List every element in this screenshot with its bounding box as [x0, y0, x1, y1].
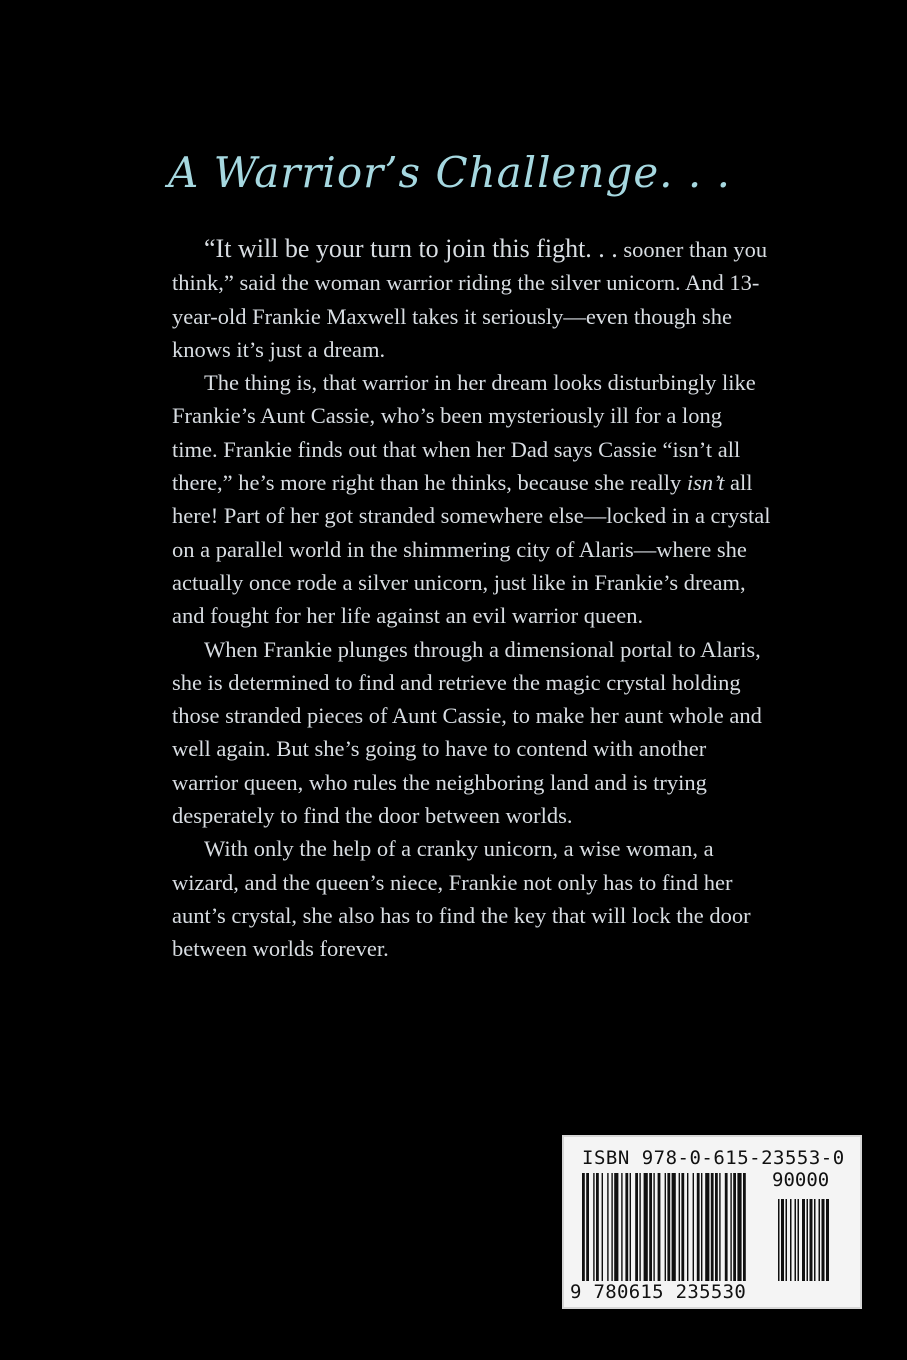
barcode-bar: [607, 1173, 608, 1281]
barcode-bar: [725, 1173, 728, 1281]
blurb: [172, 232, 772, 966]
addon-bar: [826, 1199, 829, 1281]
opening-quote-line: “It will be your turn to join this fight. . .: [204, 234, 618, 263]
barcode-bar: [679, 1173, 680, 1281]
barcode-bar: [639, 1173, 640, 1281]
barcode-bar: [743, 1173, 746, 1281]
cover-title: A Warrior’s Challenge. . .: [168, 148, 731, 197]
addon-bar: [790, 1199, 792, 1281]
barcode-bar: [733, 1173, 736, 1281]
addon-bar: [810, 1199, 813, 1281]
addon-bar: [778, 1199, 780, 1281]
barcode-bar: [667, 1173, 670, 1281]
barcode-bar: [697, 1173, 700, 1281]
barcode-bar: [602, 1173, 603, 1281]
barcode-bar: [621, 1173, 622, 1281]
addon-bar: [781, 1199, 784, 1281]
price-addon-code: 90000: [772, 1169, 830, 1191]
barcode-bar: [687, 1173, 688, 1281]
blurb-paragraph-1: [172, 232, 772, 366]
barcode-bar: [582, 1173, 585, 1281]
paragraph-2-text-b: all here! Part of her got stranded somewhere else—locked in a crystal on a parallel world in the shimmering city of Alaris—where she actually once rode a silver unicorn, just like in Frankie’s dream, and fought for her life against an evil warrior queen.: [172, 470, 771, 629]
barcode-bar: [715, 1173, 718, 1281]
barcode-bar: [593, 1173, 594, 1281]
barcode-digits: 9 780615 235530: [570, 1281, 747, 1303]
barcode-bar: [596, 1173, 599, 1281]
barcode-bar: [644, 1173, 648, 1281]
barcode-bar: [649, 1173, 652, 1281]
isbn-label: ISBN 978-0-615-23553-0: [582, 1147, 845, 1169]
barcode-bars: [582, 1173, 848, 1283]
paragraph-1-text: sooner than you think,” said the woman warrior riding the silver unicorn. And 13-year-old Frankie Maxwell takes it seriously—even though she knows it’s just a dream.: [172, 237, 768, 362]
addon-bar: [822, 1199, 825, 1281]
barcode-bar: [701, 1173, 702, 1281]
barcode-bar: [635, 1173, 638, 1281]
paragraph-2-emphasis: isn’t: [686, 470, 725, 496]
barcode-bar: [705, 1173, 709, 1281]
barcode-bar: [681, 1173, 684, 1281]
addon-bar: [798, 1199, 800, 1281]
barcode-bar: [658, 1173, 661, 1281]
barcode-bar: [730, 1173, 731, 1281]
barcode-bar: [611, 1173, 612, 1281]
paragraph-2-text-a: The thing is, that warrior in her dream looks disturbingly like Frankie’s Aunt Cassie, who’s been mysteriously ill for a long time. Frankie finds out that when her Dad says Cassie “isn’t all there,” he’s more right than he thinks, because she really: [172, 370, 756, 496]
barcode-bar: [719, 1173, 720, 1281]
addon-bar: [795, 1199, 797, 1281]
barcode-bar: [586, 1173, 589, 1281]
barcode-bar: [672, 1173, 676, 1281]
isbn-barcode: [562, 1135, 862, 1309]
blurb-paragraph-2: [172, 366, 772, 632]
addon-bar: [807, 1199, 809, 1281]
blurb-paragraph-4: With only the help of a cranky unicorn, a wise woman, a wizard, and the queen’s niece, Frankie not only has to find her aunt’s crystal, she also has to find the key that will lock the door between worlds forever.: [172, 836, 751, 962]
addon-bar: [786, 1199, 788, 1281]
blurb-paragraph-3: When Frankie plunges through a dimensional portal to Alaris, she is determined to find and retrieve the magic crystal holding those stranded pieces of Aunt Cassie, to make her aunt whole and well again. But she’s going to have to contend with another warrior queen, who rules the neighboring land and is trying desperately to find the door between worlds.: [172, 636, 762, 829]
addon-bar: [819, 1199, 821, 1281]
barcode-bar: [653, 1173, 654, 1281]
barcode-bar: [665, 1173, 666, 1281]
barcode-bar: [614, 1173, 618, 1281]
barcode-bar: [625, 1173, 628, 1281]
barcode-bar: [693, 1173, 694, 1281]
addon-bar: [802, 1199, 805, 1281]
barcode-bar: [711, 1173, 714, 1281]
addon-bar: [814, 1199, 816, 1281]
barcode-bar: [630, 1173, 631, 1281]
barcode-bar: [737, 1173, 741, 1281]
